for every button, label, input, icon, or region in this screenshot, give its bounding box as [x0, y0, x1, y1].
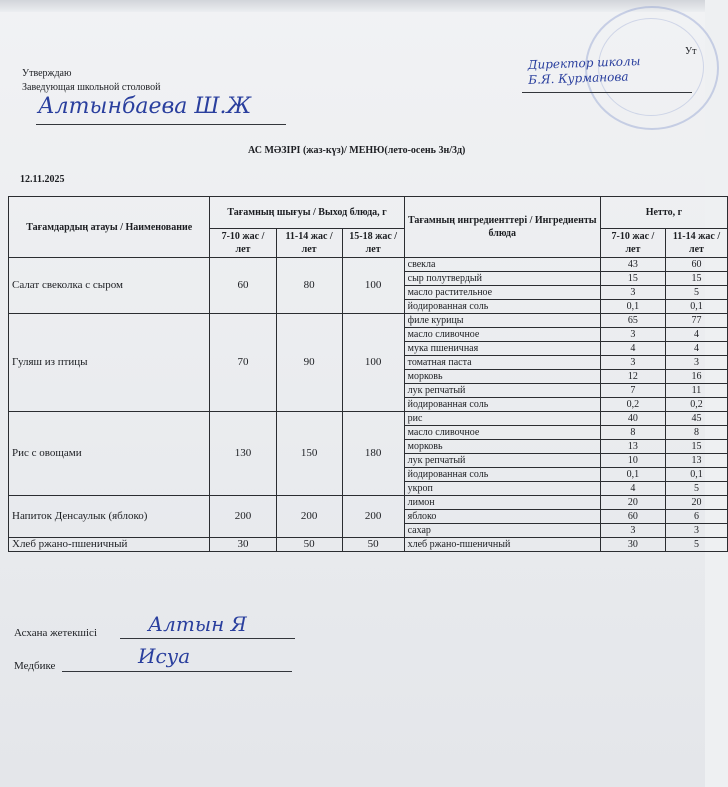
col-netto2-header: 11-14 жас / лет [665, 228, 727, 257]
netto-7-10: 4 [600, 482, 665, 496]
ingredient-name: лук репчатый [404, 454, 600, 468]
netto-11-14: 15 [665, 272, 727, 286]
netto-7-10: 0,2 [600, 398, 665, 412]
approve-label: Утверждаю [22, 68, 72, 79]
ingredient-name: мука пшеничная [404, 342, 600, 356]
output-11-14: 80 [276, 258, 342, 314]
col-ingredients-header: Тағамның ингредиенттері / Ингредиенты блюда [404, 197, 600, 258]
output-7-10: 200 [210, 496, 276, 538]
netto-11-14: 4 [665, 328, 727, 342]
netto-7-10: 4 [600, 342, 665, 356]
signature-line [36, 124, 286, 125]
netto-11-14: 3 [665, 356, 727, 370]
dish-name: Напиток Денсаулык (яблоко) [9, 496, 210, 538]
table-row [9, 496, 728, 510]
netto-7-10: 43 [600, 258, 665, 272]
ingredient-name: яблоко [404, 510, 600, 524]
table-row [9, 314, 728, 328]
netto-7-10: 7 [600, 384, 665, 398]
output-7-10: 60 [210, 258, 276, 314]
netto-7-10: 13 [600, 440, 665, 454]
output-15-18: 100 [342, 314, 404, 412]
ingredient-name: сыр полутвердый [404, 272, 600, 286]
netto-11-14: 4 [665, 342, 727, 356]
menu-title: АС МӘЗІРІ (жаз-күз)/ МЕНЮ(лето-осень 3н/3д) [248, 145, 466, 156]
chef-signature: Алтын Я [148, 612, 247, 636]
ingredient-name: йодированная соль [404, 468, 600, 482]
netto-7-10: 12 [600, 370, 665, 384]
col-output-header: Тағамның шығуы / Выход блюда, г [210, 197, 404, 229]
dish-name: Салат свеколка с сыром [9, 258, 210, 314]
netto-11-14: 77 [665, 314, 727, 328]
chef-signature-line [120, 638, 295, 639]
ingredient-name: масло сливочное [404, 328, 600, 342]
ingredient-name: морковь [404, 370, 600, 384]
output-15-18: 180 [342, 412, 404, 496]
col-dish-header: Тағамдардың атауы / Наименование [9, 197, 210, 258]
netto-7-10: 3 [600, 524, 665, 538]
output-7-10: 70 [210, 314, 276, 412]
netto-7-10: 30 [600, 538, 665, 552]
director-line [522, 92, 692, 93]
ingredient-name: масло растительное [404, 286, 600, 300]
header-row [9, 197, 728, 229]
netto-7-10: 0,1 [600, 300, 665, 314]
netto-11-14: 11 [665, 384, 727, 398]
netto-11-14: 6 [665, 510, 727, 524]
page-edge-shadow [0, 0, 705, 12]
menu-table [8, 196, 728, 552]
netto-7-10: 40 [600, 412, 665, 426]
ingredient-name: томатная паста [404, 356, 600, 370]
netto-11-14: 8 [665, 426, 727, 440]
col-age3-header: 15-18 жас / лет [342, 228, 404, 257]
col-age1-header: 7-10 жас / лет [210, 228, 276, 257]
netto-7-10: 10 [600, 454, 665, 468]
ingredient-name: сахар [404, 524, 600, 538]
output-11-14: 90 [276, 314, 342, 412]
netto-11-14: 60 [665, 258, 727, 272]
netto-11-14: 15 [665, 440, 727, 454]
ingredient-name: укроп [404, 482, 600, 496]
ingredient-name: лимон [404, 496, 600, 510]
netto-7-10: 3 [600, 286, 665, 300]
ingredient-name: йодированная соль [404, 398, 600, 412]
netto-11-14: 3 [665, 524, 727, 538]
ingredient-name: масло сливочное [404, 426, 600, 440]
netto-7-10: 8 [600, 426, 665, 440]
netto-11-14: 13 [665, 454, 727, 468]
netto-7-10: 65 [600, 314, 665, 328]
table-row [9, 538, 728, 552]
netto-7-10: 20 [600, 496, 665, 510]
dish-name: Хлеб ржано-пшеничный [9, 538, 210, 552]
ingredient-name: морковь [404, 440, 600, 454]
director-signature: Директор школы Б.Я. Курманова [527, 54, 641, 87]
output-7-10: 30 [210, 538, 276, 552]
netto-7-10: 3 [600, 356, 665, 370]
canteen-head-signature: Алтынбаева Ш.Ж [38, 94, 252, 119]
nurse-label: Медбике [14, 660, 56, 672]
chef-label: Асхана жетекшісі [14, 627, 97, 639]
output-15-18: 50 [342, 538, 404, 552]
ingredient-name: филе курицы [404, 314, 600, 328]
col-age2-header: 11-14 жас / лет [276, 228, 342, 257]
ingredient-name: рис [404, 412, 600, 426]
output-11-14: 150 [276, 412, 342, 496]
col-netto1-header: 7-10 жас / лет [600, 228, 665, 257]
table-row [9, 412, 728, 426]
netto-11-14: 16 [665, 370, 727, 384]
netto-7-10: 15 [600, 272, 665, 286]
menu-date: 12.11.2025 [20, 174, 65, 185]
netto-11-14: 0,1 [665, 468, 727, 482]
ingredient-name: лук репчатый [404, 384, 600, 398]
approve-label-right: Ут [685, 46, 697, 57]
dish-name: Гуляш из птицы [9, 314, 210, 412]
netto-7-10: 3 [600, 328, 665, 342]
ingredient-name: свекла [404, 258, 600, 272]
output-11-14: 50 [276, 538, 342, 552]
col-netto-header: Нетто, г [600, 197, 727, 229]
netto-11-14: 20 [665, 496, 727, 510]
table-row [9, 258, 728, 272]
netto-7-10: 0,1 [600, 468, 665, 482]
output-15-18: 100 [342, 258, 404, 314]
nurse-signature: Исуа [138, 644, 191, 668]
ingredient-name: йодированная соль [404, 300, 600, 314]
output-11-14: 200 [276, 496, 342, 538]
ingredient-name: хлеб ржано-пшеничный [404, 538, 600, 552]
output-7-10: 130 [210, 412, 276, 496]
menu-table-body [9, 197, 728, 552]
netto-11-14: 45 [665, 412, 727, 426]
canteen-head-label: Заведующая школьной столовой [22, 82, 161, 93]
netto-7-10: 60 [600, 510, 665, 524]
dish-name: Рис с овощами [9, 412, 210, 496]
netto-11-14: 0,2 [665, 398, 727, 412]
netto-11-14: 5 [665, 482, 727, 496]
nurse-signature-line [62, 671, 292, 672]
netto-11-14: 5 [665, 286, 727, 300]
netto-11-14: 0,1 [665, 300, 727, 314]
netto-11-14: 5 [665, 538, 727, 552]
output-15-18: 200 [342, 496, 404, 538]
